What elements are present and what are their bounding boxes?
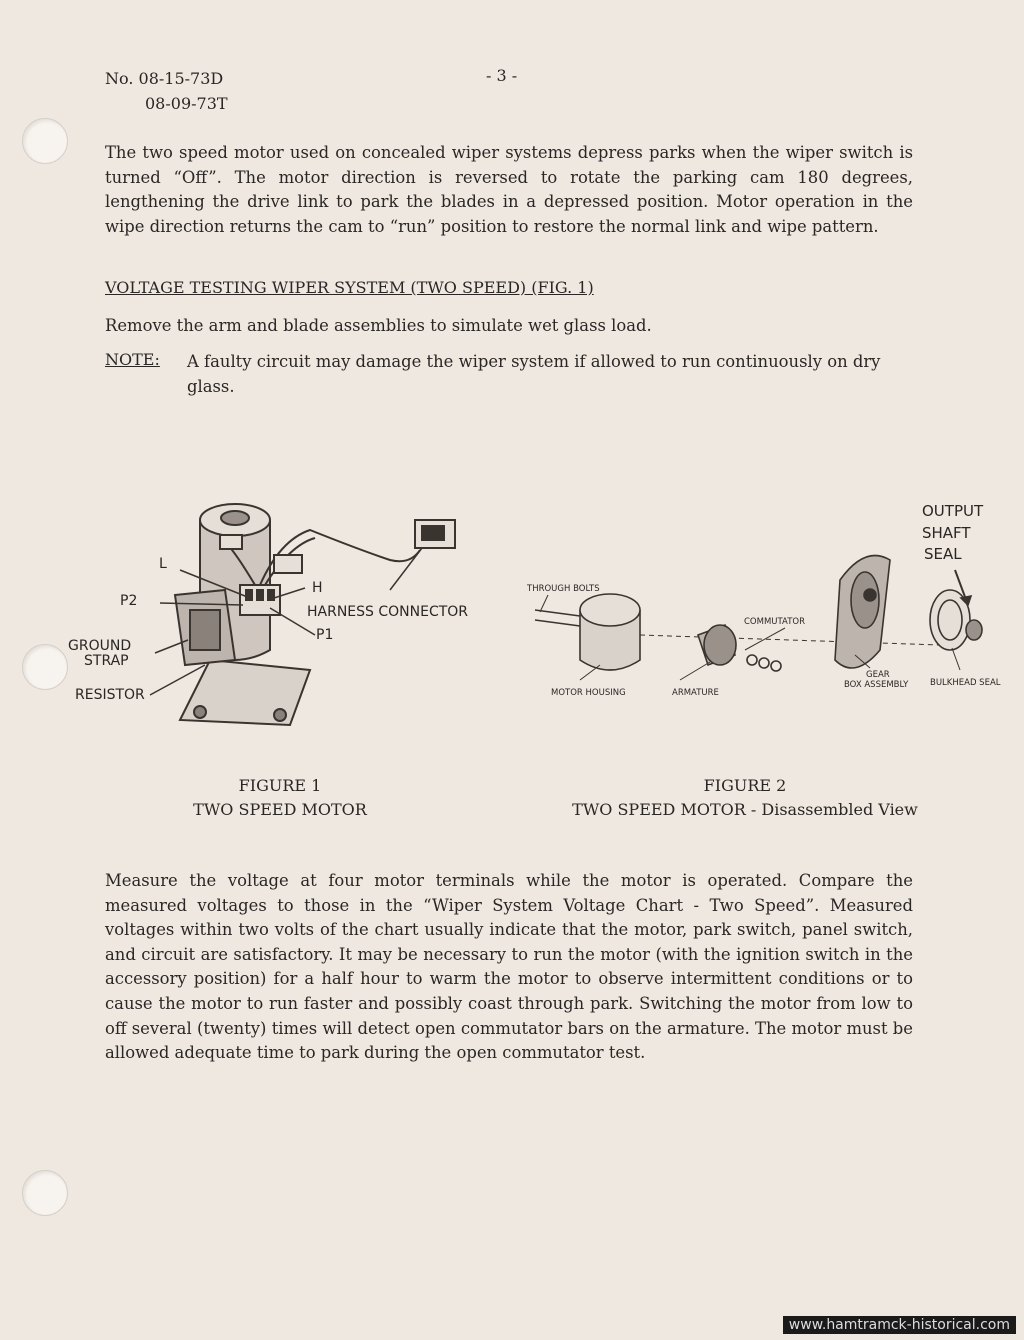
section-heading: VOLTAGE TESTING WIPER SYSTEM (TWO SPEED) (FIG. 1) bbox=[105, 278, 594, 297]
figure1-caption-line2: TWO SPEED MOTOR bbox=[193, 800, 367, 819]
label-p2: P2 bbox=[120, 593, 138, 609]
figure2-caption-line2: TWO SPEED MOTOR - Disassembled View bbox=[572, 800, 918, 819]
label-motor-housing: MOTOR HOUSING bbox=[551, 688, 626, 698]
label-through-bolts: THROUGH BOLTS bbox=[527, 584, 600, 594]
label-resistor: RESISTOR bbox=[75, 687, 145, 703]
label-commutator: COMMUTATOR bbox=[744, 617, 805, 627]
label-bulkhead-seal: BULKHEAD SEAL bbox=[930, 678, 1001, 688]
punch-hole bbox=[22, 118, 68, 164]
doc-number-line1: No. 08-15-73D bbox=[105, 69, 224, 88]
instruction-text: Remove the arm and blade assemblies to simulate wet glass load. bbox=[105, 316, 652, 335]
figure1-caption-line1: FIGURE 1 bbox=[238, 776, 322, 795]
page-number: - 3 - bbox=[486, 66, 518, 85]
label-p1: P1 bbox=[316, 627, 334, 643]
label-armature: ARMATURE bbox=[672, 688, 719, 698]
document-number bbox=[105, 66, 228, 116]
punch-hole bbox=[22, 1170, 68, 1216]
label-h: H bbox=[312, 580, 323, 596]
label-l: L bbox=[159, 556, 167, 572]
label-shaft: SHAFT bbox=[922, 524, 971, 542]
label-output: OUTPUT bbox=[922, 502, 984, 520]
figure2-caption-line1: FIGURE 2 bbox=[703, 776, 787, 795]
doc-number-line2: 08-09-73T bbox=[145, 94, 228, 113]
label-harness-connector: HARNESS CONNECTOR bbox=[307, 604, 469, 620]
label-box-assembly: BOX ASSEMBLY bbox=[844, 680, 909, 690]
website-watermark: www.hamtramck-historical.com bbox=[783, 1316, 1016, 1334]
label-seal: SEAL bbox=[924, 545, 962, 563]
label-gear: GEAR bbox=[866, 670, 890, 680]
figure2-caption bbox=[530, 774, 960, 822]
measure-paragraph: Measure the voltage at four motor terminals while the motor is operated. Compare the measured voltages to those in the “Wiper System Voltage Chart - Two Speed”. Measured voltages within two volts of the chart usually indicate that the motor, park switch, panel switch, and circuit are satisfactory. It may be necessary to run the motor (with the ignition switch in the accessory position) for a half hour to warm the motor to observe intermittent conditions or to cause the motor to run faster and possibly coast through park. Switching the motor from low to off several (twenty) times will detect open commutator bars on the armature. The motor must be allowed adequate time to park during the open commutator test. bbox=[105, 871, 913, 1063]
label-ground: GROUND bbox=[68, 638, 132, 654]
intro-paragraph: The two speed motor used on concealed wiper systems depress parks when the wiper switch is turned “Off”. The motor direction is reversed to rotate the parking cam 180 degrees, lengthening the drive link to park the blades in a depressed position. Motor operation in the wipe direction returns the cam to “run” position to restore the normal link and wipe pattern. bbox=[105, 143, 913, 236]
figure1-caption bbox=[180, 774, 380, 822]
label-strap: STRAP bbox=[84, 653, 129, 669]
note-text: A faulty circuit may damage the wiper system if allowed to run continuously on dry glass. bbox=[187, 352, 881, 396]
note-label: NOTE: bbox=[105, 350, 160, 369]
